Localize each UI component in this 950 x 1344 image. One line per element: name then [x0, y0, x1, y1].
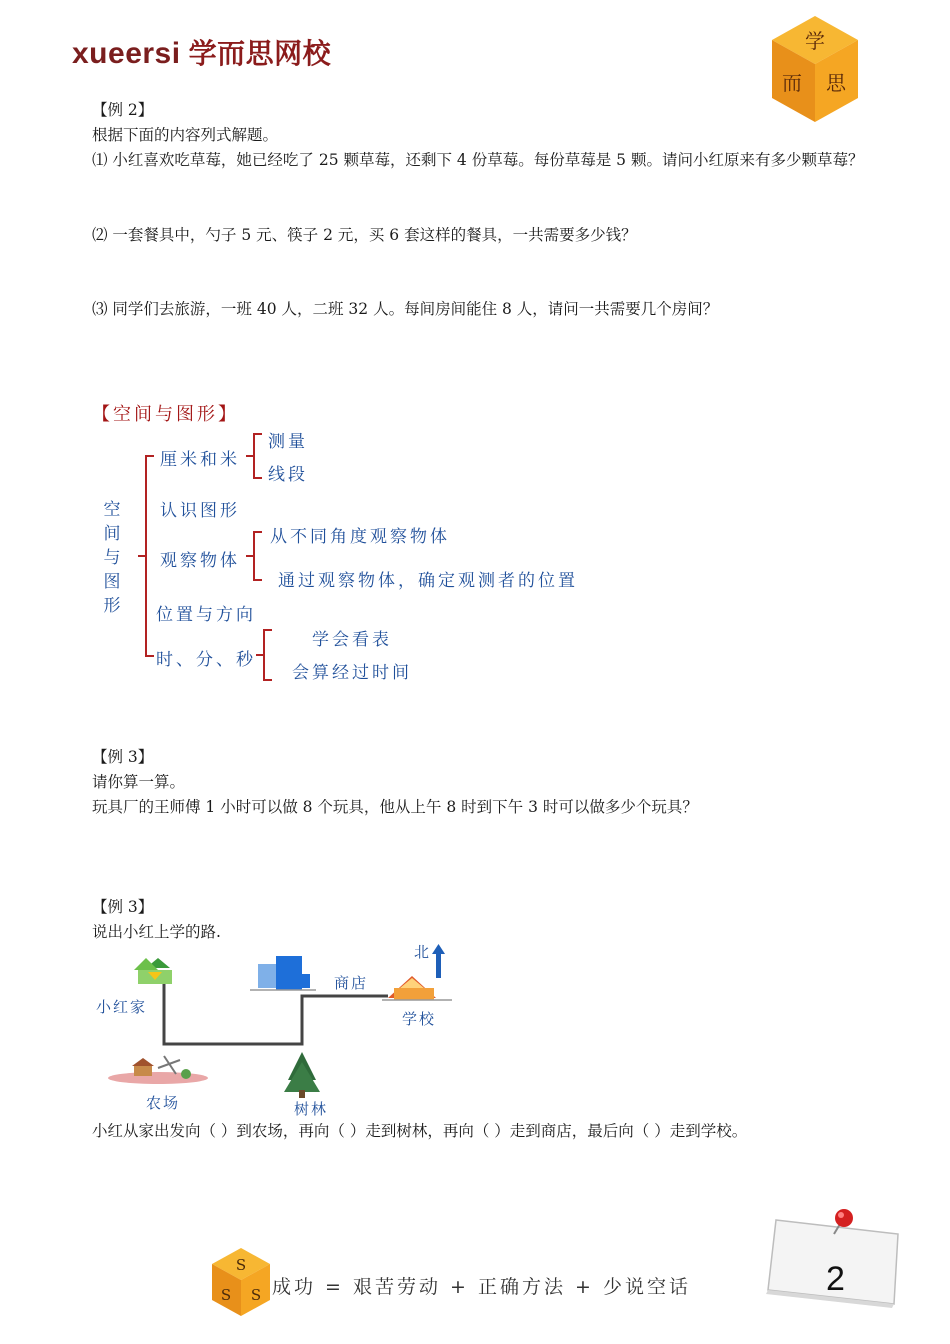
example3a-intro: 请你算一算。	[92, 773, 186, 791]
map-label-home: 小红家	[96, 998, 148, 1016]
branch-time-elapsed: 会算经过时间	[292, 663, 412, 683]
example3a-question: 玩具厂的王师傅 1 小时可以做 8 个玩具，他从上午 8 时到下午 3 时可以做多少个玩具？	[92, 798, 698, 816]
root-char-3: 与	[103, 548, 121, 568]
branch-observe-position: 通过观察物体，确定观测者的位置	[278, 571, 578, 591]
s-letter-1: S	[235, 1256, 247, 1274]
page-number: 2	[826, 1260, 845, 1298]
branch-time-clock: 学会看表	[312, 630, 392, 650]
branch-cm-m: 厘米和米	[160, 450, 240, 470]
map-label-farm: 农场	[146, 1094, 181, 1112]
map-label-forest: 树林	[294, 1100, 329, 1118]
brand-latin: xueersi	[72, 37, 181, 70]
branch-cm-m-measure: 测量	[268, 432, 308, 452]
farm-icon	[108, 1056, 208, 1084]
cube-char-2: 而	[782, 71, 802, 95]
example3a-title: 【例 3】	[92, 748, 154, 766]
school-icon	[382, 976, 452, 1000]
cube-char-3: 思	[826, 71, 846, 95]
footer-motto: 成功 = 艰苦劳动 + 正确方法 + 少说空话	[272, 1276, 691, 1298]
example3b-answer-line: 小红从家出发向（ ）到农场，再向（ ）走到树林，再向（ ）走到商店，最后向（ ）走到学校。	[92, 1122, 748, 1140]
example2-title: 【例 2】	[92, 101, 154, 119]
root-char-4: 图	[103, 572, 121, 592]
shop-building-icon	[250, 956, 316, 990]
sss-cube-logo	[210, 1246, 272, 1318]
root-char-2: 间	[103, 524, 121, 544]
map-label-north: 北	[414, 943, 432, 961]
branch-cm-m-segment: 线段	[268, 465, 308, 485]
branch-observe: 观察物体	[160, 551, 240, 571]
branch-time: 时、分、秒	[156, 650, 256, 670]
mindmap-title: 【空间与图形】	[92, 404, 239, 425]
root-char-5: 形	[103, 596, 121, 616]
s-letter-2: S	[220, 1286, 232, 1304]
example2-q1: ⑴ 小红喜欢吃草莓，她已经吃了 25 颗草莓，还剩下 4 份草莓。每份草莓是 5 颗。请问小红原来有多少颗草莓？	[92, 151, 864, 169]
example2-intro: 根据下面的内容列式解题。	[92, 126, 279, 144]
example2-q2: ⑵ 一套餐具中，勺子 5 元、筷子 2 元，买 6 套这样的餐具，一共需要多少钱？	[92, 226, 637, 244]
home-icon	[134, 958, 172, 984]
example3b-intro: 说出小红上学的路.	[92, 923, 221, 941]
example3b-title: 【例 3】	[92, 898, 154, 916]
branch-direction: 位置与方向	[156, 605, 256, 625]
forest-icon	[284, 1052, 320, 1098]
example2-q3: ⑶ 同学们去旅游，一班 40 人，二班 32 人。每间房间能住 8 人，请问一共需要几个房间？	[92, 300, 719, 318]
cube-char-1: 学	[805, 29, 825, 53]
brand-cn: 学而思网校	[188, 38, 332, 69]
branch-shapes: 认识图形	[160, 501, 240, 521]
s-letter-3: S	[250, 1286, 262, 1304]
branch-observe-angles: 从不同角度观察物体	[270, 527, 450, 547]
map-label-school: 学校	[402, 1010, 437, 1028]
root-char-1: 空	[103, 500, 121, 520]
north-arrow-icon	[432, 944, 445, 978]
map-label-shop: 商店	[334, 974, 369, 992]
